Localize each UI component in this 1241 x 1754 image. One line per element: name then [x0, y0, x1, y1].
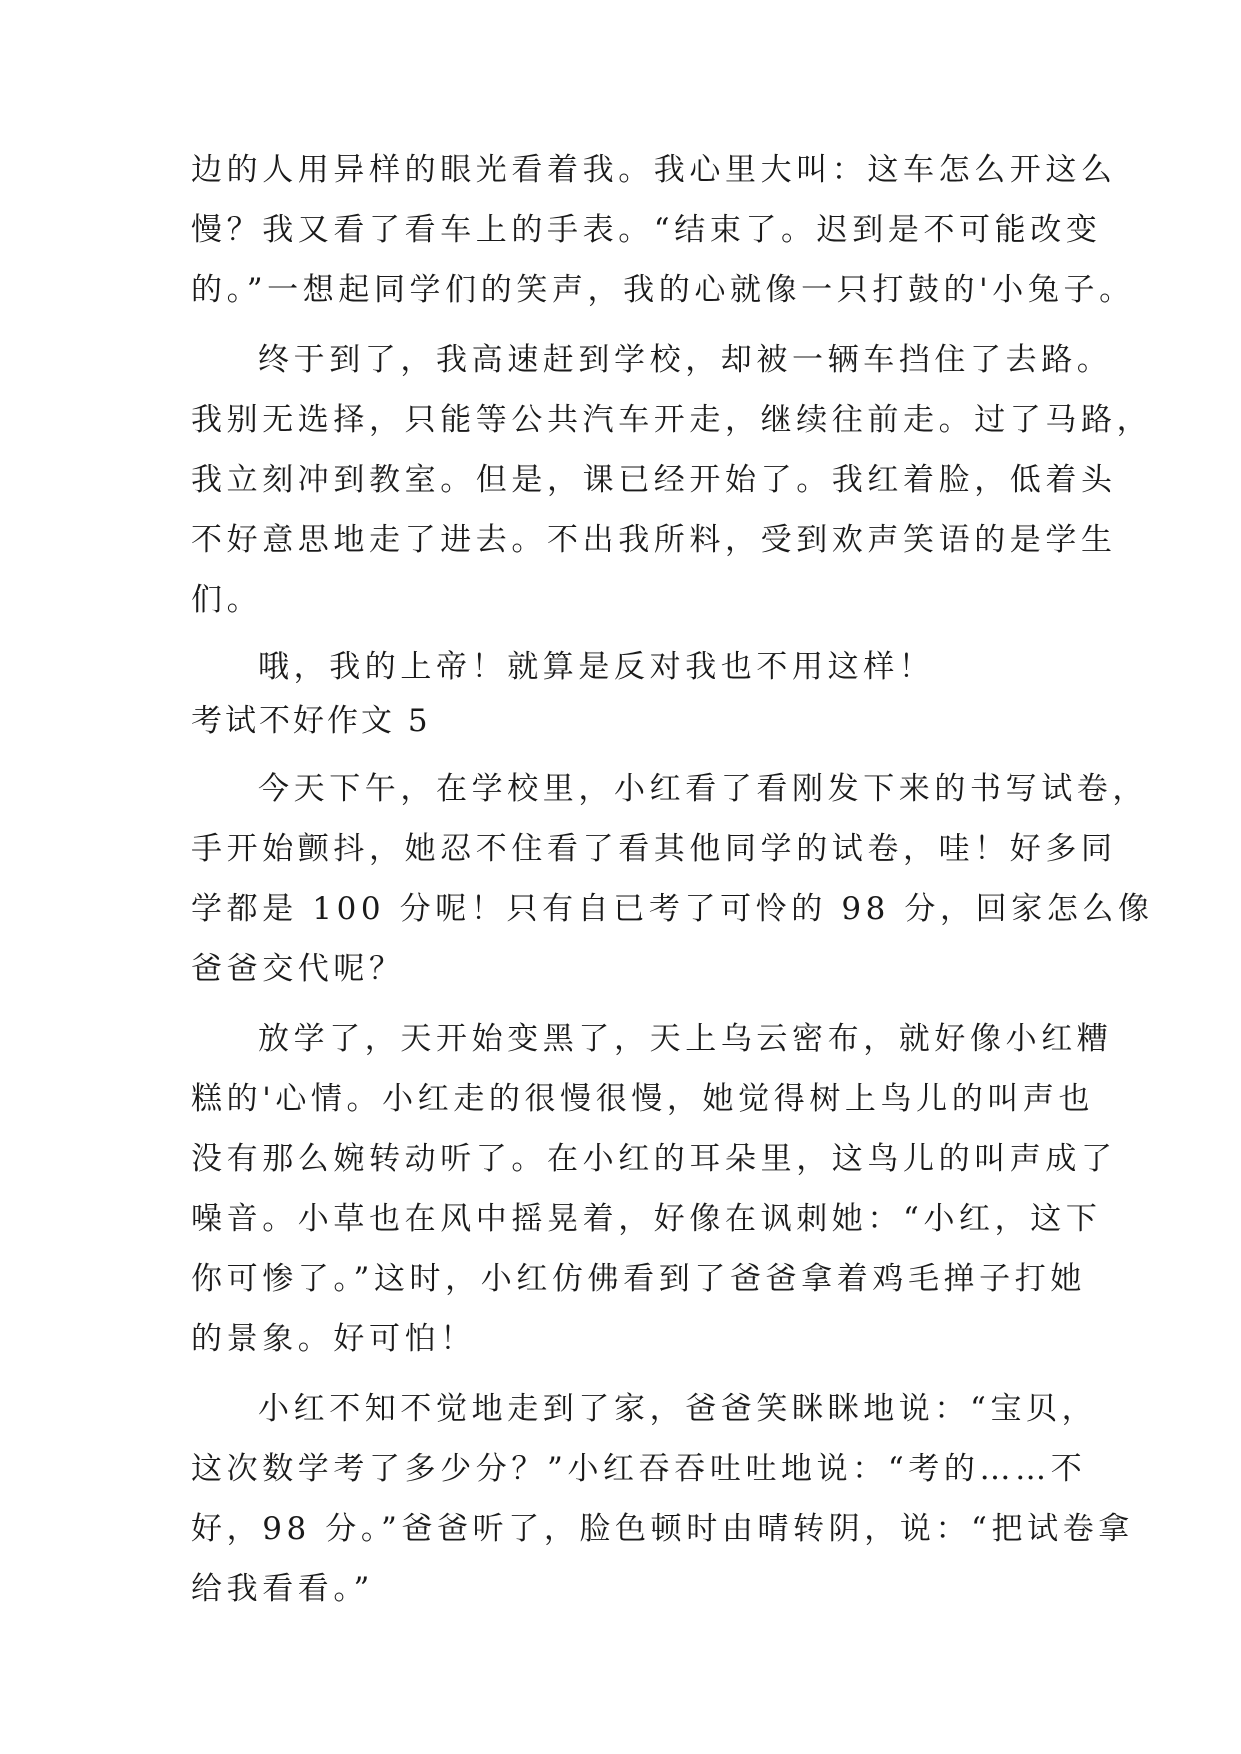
- text-line: 手开始颤抖，她忍不住看了看其他同学的试卷，哇！好多同: [191, 831, 1117, 867]
- text-line: 我立刻冲到教室。但是，课已经开始了。我红着脸，低着头: [191, 462, 1117, 498]
- text-line: 你可惨了。”这时，小红仿佛看到了爸爸拿着鸡毛掸子打她: [191, 1261, 1086, 1297]
- text-line: 终于到了，我高速赶到学校，却被一辆车挡住了去路。: [258, 342, 1113, 378]
- text-line: 放学了，天开始变黑了，天上乌云密布，就好像小红糟: [258, 1021, 1113, 1057]
- text-line: 边的人用异样的眼光看着我。我心里大叫：这车怎么开这么: [191, 152, 1117, 188]
- text-line: 没有那么婉转动听了。在小红的耳朵里，这鸟儿的叫声成了: [191, 1141, 1117, 1177]
- section-heading: 考试不好作文 5: [191, 703, 431, 739]
- text-line: 小红不知不觉地走到了家，爸爸笑眯眯地说：“宝贝，: [258, 1391, 1098, 1427]
- text-line: 学都是 100 分呢！只有自已考了可怜的 98 分，回家怎么像: [191, 891, 1154, 927]
- text-line: 爸爸交代呢？: [191, 951, 405, 987]
- text-line: 的景象。好可怕！: [191, 1321, 476, 1357]
- text-line: 这次数学考了多少分？”小红吞吞吐吐地说：“考的……不: [191, 1451, 1087, 1487]
- text-line: 我别无选择，只能等公共汽车开走，继续往前走。过了马路，: [191, 402, 1153, 438]
- text-line: 慢？我又看了看车上的手表。“结束了。迟到是不可能改变: [191, 212, 1102, 248]
- text-line: 噪音。小草也在风中摇晃着，好像在讽刺她：“小红，这下: [191, 1201, 1102, 1237]
- text-line: 们。: [191, 582, 263, 618]
- text-line: 今天下午，在学校里，小红看了看刚发下来的书写试卷，: [258, 771, 1148, 807]
- text-line: 的。”一想起同学们的笑声，我的心就像一只打鼓的'小兔子。: [191, 272, 1135, 308]
- text-line: 好，98 分。”爸爸听了，脸色顿时由晴转阴，说：“把试卷拿: [191, 1511, 1134, 1547]
- text-line: 给我看看。”: [191, 1571, 374, 1607]
- text-line: 不好意思地走了进去。不出我所料，受到欢声笑语的是学生: [191, 522, 1117, 558]
- text-line: 哦，我的上帝！就算是反对我也不用这样！: [258, 649, 935, 685]
- text-line: 糕的'心情。小红走的很慢很慢，她觉得树上鸟儿的叫声也: [191, 1081, 1095, 1117]
